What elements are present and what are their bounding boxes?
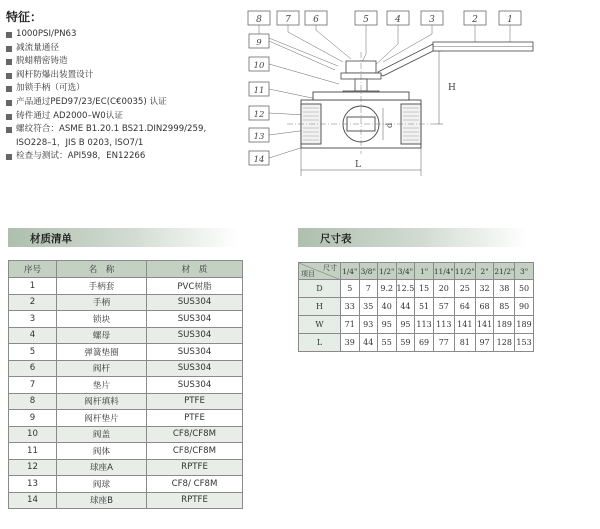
size-value-cell: 50: [515, 280, 534, 298]
material-cell-material: CF8/CF8M: [147, 443, 243, 460]
callout-5-label: 5: [363, 15, 369, 25]
material-cell-index: 9: [9, 410, 57, 427]
material-cell-index: 5: [9, 344, 57, 361]
callout-11-label: 11: [253, 86, 265, 96]
bullet-icon: [6, 32, 12, 38]
size-value-cell: 71: [341, 316, 360, 334]
feature-item: 铸件通过 AD2000–W0认证: [6, 110, 296, 124]
material-row: [9, 327, 243, 344]
header-name: 名 称: [57, 261, 147, 278]
feature-item: 减流量通径: [6, 42, 296, 56]
material-cell-name: 球座A: [57, 459, 147, 476]
features-title: 特征：: [6, 10, 43, 24]
bullet-icon: [6, 154, 12, 160]
size-row-label: H: [299, 298, 341, 316]
corner-item-label: 项目: [301, 270, 315, 278]
material-cell-name: 手柄套: [57, 278, 147, 295]
size-row-label: W: [299, 316, 341, 334]
material-cell-material: CF8/ CF8M: [147, 476, 243, 493]
bullet-icon: [6, 114, 12, 120]
material-row: [9, 426, 243, 443]
material-cell-material: SUS304: [147, 377, 243, 394]
size-value-cell: 189: [515, 316, 534, 334]
size-header-cell: 11/4": [433, 263, 454, 280]
size-value-cell: 59: [396, 334, 415, 352]
material-cell-material: RPTFE: [147, 459, 243, 476]
size-value-cell: 44: [396, 298, 415, 316]
size-heading-bar: [298, 228, 528, 247]
dim-l-label: L: [355, 160, 361, 170]
material-row: [9, 311, 243, 328]
feature-item-continued: ISO228–1，JIS B 0203, ISO7/1: [16, 137, 144, 148]
material-row: [9, 476, 243, 493]
size-header-cell: 3/4": [396, 263, 415, 280]
size-value-cell: 85: [494, 298, 515, 316]
material-heading-bar: [8, 228, 238, 247]
material-row: [9, 294, 243, 311]
dim-h-label: H: [448, 83, 456, 93]
size-header-cell: 2": [475, 263, 494, 280]
size-header-cell: 21/2": [494, 263, 515, 280]
material-cell-index: 6: [9, 360, 57, 377]
bullet-icon: [6, 127, 12, 133]
bullet-icon: [6, 73, 12, 79]
material-cell-name: 锁块: [57, 311, 147, 328]
material-cell-index: 10: [9, 426, 57, 443]
material-row: [9, 410, 243, 427]
feature-item: 阀杆防爆出装置设计: [6, 69, 296, 83]
material-table: [8, 260, 243, 509]
size-header-cell: 3/8": [359, 263, 378, 280]
material-cell-index: 11: [9, 443, 57, 460]
size-value-cell: 55: [378, 334, 397, 352]
material-row: [9, 443, 243, 460]
size-value-cell: 20: [433, 280, 454, 298]
callout-9-label: 9: [256, 38, 262, 48]
bullet-icon: [6, 100, 12, 106]
callout-7-label: 7: [285, 15, 291, 25]
feature-item: 脱蜡精密铸造: [6, 55, 296, 69]
size-row: [299, 280, 534, 298]
material-cell-name: 阀杆垫片: [57, 410, 147, 427]
valve-drawing: [243, 4, 543, 179]
material-cell-name: 垫片: [57, 377, 147, 394]
size-value-cell: 39: [341, 334, 360, 352]
material-row: [9, 492, 243, 509]
size-value-cell: 9.2: [378, 280, 397, 298]
material-cell-name: 手柄: [57, 294, 147, 311]
feature-item: 检查与测试：API598，EN12266: [6, 150, 296, 164]
size-header-cell: 1": [415, 263, 434, 280]
material-cell-index: 4: [9, 327, 57, 344]
material-cell-name: 阀球: [57, 476, 147, 493]
callout-14-label: 14: [253, 155, 265, 165]
size-header-cell: 3": [515, 263, 534, 280]
size-value-cell: 68: [475, 298, 494, 316]
material-table-header: [9, 261, 243, 278]
size-value-cell: 69: [415, 334, 434, 352]
size-value-cell: 32: [475, 280, 494, 298]
size-value-cell: 189: [494, 316, 515, 334]
material-cell-name: 螺母: [57, 327, 147, 344]
size-value-cell: 81: [454, 334, 475, 352]
material-cell-name: 阀杆填料: [57, 393, 147, 410]
material-cell-index: 8: [9, 393, 57, 410]
callout-12-label: 12: [253, 110, 265, 120]
size-heading: 尺寸表: [320, 233, 352, 245]
material-cell-index: 2: [9, 294, 57, 311]
size-value-cell: 33: [341, 298, 360, 316]
feature-item: 产品通过PED97/23/EC(C€0035) 认证: [6, 96, 296, 110]
size-value-cell: 5: [341, 280, 360, 298]
size-value-cell: 77: [433, 334, 454, 352]
size-value-cell: 44: [359, 334, 378, 352]
material-row: [9, 459, 243, 476]
size-value-cell: 38: [494, 280, 515, 298]
material-cell-index: 7: [9, 377, 57, 394]
size-table-corner: [299, 263, 341, 280]
size-table-header: [299, 263, 534, 280]
size-value-cell: 51: [415, 298, 434, 316]
size-value-cell: 128: [494, 334, 515, 352]
material-cell-material: SUS304: [147, 294, 243, 311]
size-value-cell: 153: [515, 334, 534, 352]
size-value-cell: 141: [475, 316, 494, 334]
material-cell-index: 14: [9, 492, 57, 509]
corner-size-label: 尺寸: [323, 264, 337, 272]
callout-4-label: 4: [395, 15, 401, 25]
material-row: [9, 344, 243, 361]
size-value-cell: 113: [415, 316, 434, 334]
size-table: [298, 262, 534, 352]
size-row-label: D: [299, 280, 341, 298]
size-value-cell: 57: [433, 298, 454, 316]
callout-1-label: 1: [507, 15, 513, 25]
size-value-cell: 95: [396, 316, 415, 334]
material-cell-index: 1: [9, 278, 57, 295]
callout-3-label: 3: [429, 15, 435, 25]
size-value-cell: 35: [359, 298, 378, 316]
size-value-cell: 90: [515, 298, 534, 316]
size-value-cell: 40: [378, 298, 397, 316]
size-value-cell: 7: [359, 280, 378, 298]
bullet-icon: [6, 59, 12, 65]
size-row-label: L: [299, 334, 341, 352]
size-row: [299, 298, 534, 316]
bullet-icon: [6, 86, 12, 92]
size-value-cell: 25: [454, 280, 475, 298]
material-cell-material: SUS304: [147, 360, 243, 377]
material-cell-name: 球座B: [57, 492, 147, 509]
material-cell-index: 3: [9, 311, 57, 328]
callout-10-label: 10: [253, 61, 265, 71]
bullet-icon: [6, 46, 12, 52]
callout-6-label: 6: [313, 15, 319, 25]
size-header-cell: 1/4": [341, 263, 360, 280]
material-cell-index: 12: [9, 459, 57, 476]
material-cell-material: PTFE: [147, 393, 243, 410]
header-index: 序号: [9, 261, 57, 278]
feature-item: 1000PSI/PN63: [6, 28, 296, 42]
feature-item: 螺纹符合：ASME B1.20.1 BS21.DIN2999/259,: [6, 123, 296, 137]
size-value-cell: 93: [359, 316, 378, 334]
callout-2-label: 2: [472, 15, 478, 25]
size-value-cell: 12.5: [396, 280, 415, 298]
callout-8-label: 8: [256, 15, 262, 25]
size-value-cell: 141: [454, 316, 475, 334]
size-value-cell: 15: [415, 280, 434, 298]
material-cell-name: 阀体: [57, 443, 147, 460]
material-cell-material: SUS304: [147, 344, 243, 361]
size-value-cell: 64: [454, 298, 475, 316]
size-value-cell: 97: [475, 334, 494, 352]
material-cell-material: SUS304: [147, 327, 243, 344]
dim-d-label: d: [385, 122, 394, 128]
size-header-cell: 11/2": [454, 263, 475, 280]
material-cell-material: CF8/CF8M: [147, 426, 243, 443]
material-cell-material: PTFE: [147, 410, 243, 427]
material-row: [9, 377, 243, 394]
size-value-cell: 113: [433, 316, 454, 334]
material-heading: 材质清单: [30, 233, 72, 245]
header-material: 材 质: [147, 261, 243, 278]
material-cell-material: RPTFE: [147, 492, 243, 509]
material-row: [9, 393, 243, 410]
material-row: [9, 278, 243, 295]
material-cell-name: 弹簧垫圈: [57, 344, 147, 361]
material-row: [9, 360, 243, 377]
material-cell-material: SUS304: [147, 311, 243, 328]
material-cell-name: 阀盖: [57, 426, 147, 443]
material-cell-name: 阀杆: [57, 360, 147, 377]
material-cell-index: 13: [9, 476, 57, 493]
size-row: [299, 316, 534, 334]
feature-item: 加锁手柄（可选）: [6, 82, 296, 96]
size-header-cell: 1/2": [378, 263, 397, 280]
callout-13-label: 13: [253, 132, 265, 142]
size-value-cell: 95: [378, 316, 397, 334]
material-cell-material: PVC树脂: [147, 278, 243, 295]
size-row: [299, 334, 534, 352]
